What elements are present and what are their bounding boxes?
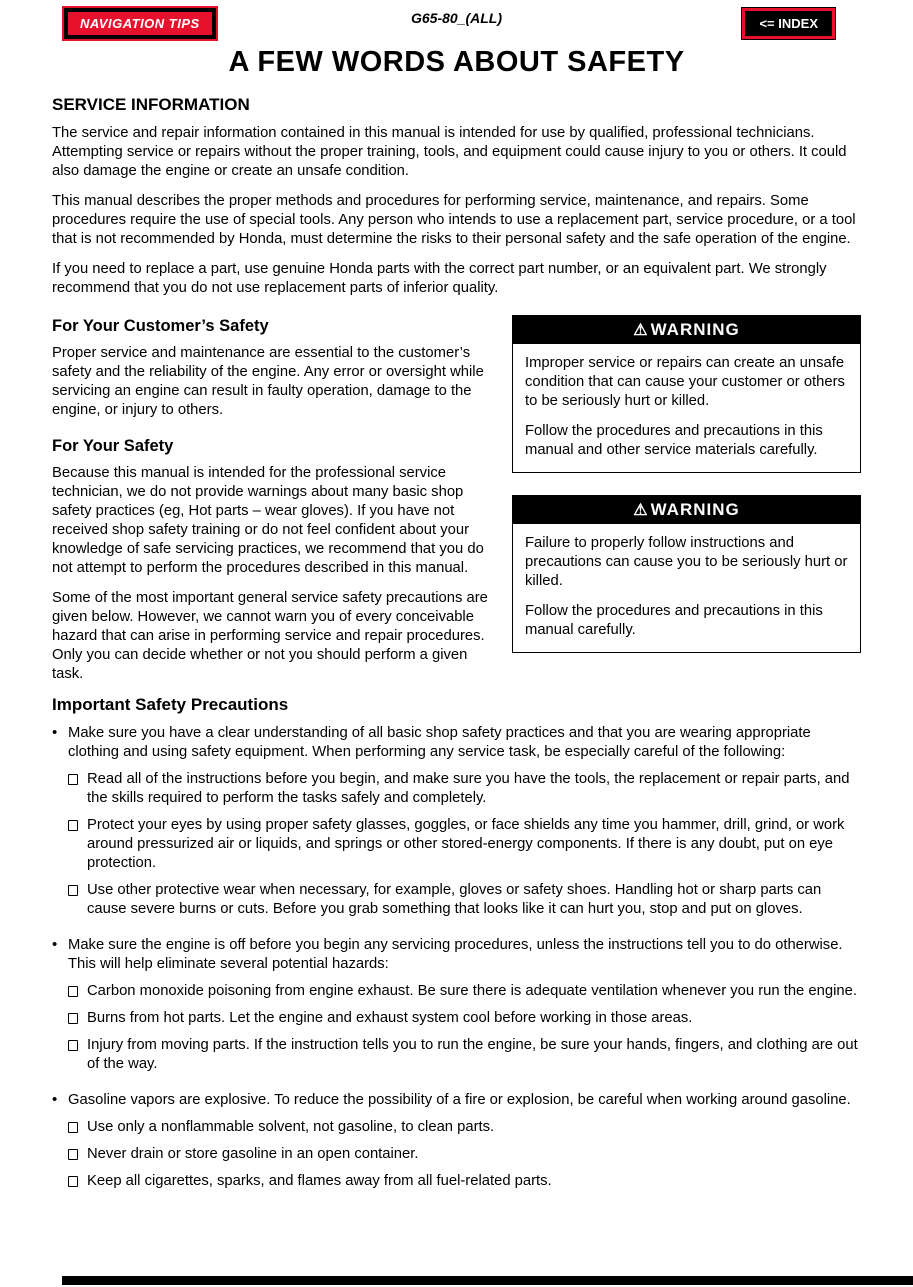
navigation-tips-button[interactable]: NAVIGATION TIPS bbox=[64, 8, 216, 39]
checkbox-icon bbox=[68, 986, 78, 997]
precaution-subtext: Read all of the instructions before you begin, and make sure you have the tools, the replacement or repair parts, and the skills required to perform the tasks safely and completely. bbox=[87, 771, 850, 806]
checkbox-icon bbox=[68, 1122, 78, 1133]
precaution-subtext: Injury from moving parts. If the instruction tells you to run the engine, be sure your hands, fingers, and clothing are out of the way. bbox=[87, 1037, 858, 1072]
sub-list-item bbox=[68, 1009, 861, 1028]
warning-triangle-icon: ⚠ bbox=[633, 322, 649, 339]
precaution-subtext: Use other protective wear when necessary, for example, gloves or safety shoes. Handling hot or sharp parts can cause severe burns or cuts. Before you grab something that looks like it can hurt you, stop and put on gloves. bbox=[87, 882, 822, 917]
checkbox-icon bbox=[68, 1176, 78, 1187]
checkbox-icon bbox=[68, 774, 78, 785]
warning-boxes-column bbox=[512, 315, 861, 695]
sub-list-item bbox=[68, 816, 861, 873]
service-information-paragraph: This manual describes the proper methods and procedures for performing service, maintenance, and repairs. Some procedures require the use of special tools. Any person who intends to use a replacement part, service procedure, or a tool that is not recommended by Honda, must determine the risks to their personal safety and the safe operation of the engine. bbox=[52, 193, 856, 247]
checkbox-icon bbox=[68, 820, 78, 831]
list-item bbox=[52, 1091, 861, 1199]
precaution-text: Make sure the engine is off before you begin any servicing procedures, unless the instructions tell you to do otherwise. This will help eliminate several potential hazards: bbox=[68, 937, 843, 972]
warning-box bbox=[512, 315, 861, 473]
warning-body bbox=[513, 344, 860, 472]
your-safety-heading: For Your Safety bbox=[52, 437, 174, 455]
page-title: A FEW WORDS ABOUT SAFETY bbox=[228, 46, 685, 78]
precaution-subtext: Keep all cigarettes, sparks, and flames away from all fuel-related parts. bbox=[87, 1173, 552, 1189]
sub-list-item bbox=[68, 881, 861, 919]
two-column-section bbox=[52, 315, 861, 695]
warning-triangle-icon: ⚠ bbox=[633, 502, 649, 519]
precaution-text: Gasoline vapors are explosive. To reduce the possibility of a fire or explosion, be careful when working around gasoline. bbox=[68, 1092, 851, 1108]
warning-body bbox=[513, 524, 860, 652]
checkbox-icon bbox=[68, 1149, 78, 1160]
list-item bbox=[52, 724, 861, 927]
sub-list-item bbox=[68, 1145, 861, 1164]
bullet-icon bbox=[52, 1091, 68, 1199]
precaution-subtext: Use only a nonflammable solvent, not gasoline, to clean parts. bbox=[87, 1119, 495, 1135]
precaution-subtext: Protect your eyes by using proper safety glasses, goggles, or face shields any time you hammer, drill, grind, or work around pressurized air or liquids, and springs or other stored-energy components. If there is any doubt, put on eye protection. bbox=[87, 817, 845, 871]
bullet-icon bbox=[52, 724, 68, 927]
checkbox-icon bbox=[68, 885, 78, 896]
your-safety-paragraph: Some of the most important general service safety precautions are given below. However, we cannot warn you of every conceivable hazard that can arise in performing service and repair procedures. Only you can decide whether or not you should perform a given task. bbox=[52, 590, 488, 682]
warning-text: Follow the procedures and precautions in this manual carefully. bbox=[525, 603, 823, 638]
warning-text: Follow the procedures and precautions in this manual and other service materials carefully. bbox=[525, 423, 823, 458]
precaution-text: Make sure you have a clear understanding of all basic shop safety practices and that you are wearing appropriate clothing and using safety equipment. When performing any service task, be especially careful of the following: bbox=[68, 725, 811, 760]
warning-box bbox=[512, 495, 861, 653]
sub-list-item bbox=[68, 1118, 861, 1137]
customer-safety-heading: For Your Customer’s Safety bbox=[52, 317, 269, 335]
warning-header bbox=[513, 496, 860, 524]
service-information-paragraph: If you need to replace a part, use genuine Honda parts with the correct part number, or an equivalent part. We strongly recommend that you do not use replacement parts of inferior quality. bbox=[52, 261, 827, 296]
bullet-icon bbox=[52, 936, 68, 1082]
service-information-heading: SERVICE INFORMATION bbox=[52, 95, 250, 114]
checkbox-icon bbox=[68, 1013, 78, 1024]
warning-header bbox=[513, 316, 860, 344]
index-button[interactable]: <= INDEX bbox=[742, 8, 835, 39]
page-footer-bar bbox=[62, 1276, 913, 1285]
warning-text: Improper service or repairs can create an unsafe condition that can cause your customer or others to be seriously hurt or killed. bbox=[525, 355, 845, 409]
sub-list-item bbox=[68, 770, 861, 808]
sub-list-item bbox=[68, 1172, 861, 1191]
checkbox-icon bbox=[68, 1040, 78, 1051]
sub-list-item bbox=[68, 982, 861, 1001]
your-safety-paragraph: Because this manual is intended for the professional service technician, we do not provide warnings about many basic shop safety practices (eg, Hot parts – wear gloves). If you have not received shop safety training or do not feel confident about your knowledge of safe servicing practices, we recommend that you do not attempt to perform the procedures described in this manual. bbox=[52, 465, 484, 576]
top-bar bbox=[0, 0, 913, 44]
safety-text-column bbox=[52, 315, 492, 695]
warning-text: Failure to properly follow instructions and precautions can cause you to be seriously hurt or killed. bbox=[525, 535, 848, 589]
document-code: G65-80_(ALL) bbox=[410, 10, 503, 26]
warning-title: WARNING bbox=[650, 320, 740, 339]
precaution-subtext: Never drain or store gasoline in an open container. bbox=[87, 1146, 419, 1162]
sub-list-item bbox=[68, 1036, 861, 1074]
precaution-subtext: Carbon monoxide poisoning from engine exhaust. Be sure there is adequate ventilation whenever you run the engine. bbox=[87, 983, 857, 999]
list-item bbox=[52, 936, 861, 1082]
precautions-heading: Important Safety Precautions bbox=[52, 695, 289, 714]
service-information-paragraph: The service and repair information contained in this manual is intended for use by qualified, professional technicians. Attempting service or repairs without the proper training, tools, and equipment could cause injury to you or others. It could also damage the engine or create an unsafe condition. bbox=[52, 125, 847, 179]
customer-safety-paragraph: Proper service and maintenance are essential to the customer’s safety and the reliability of the engine. Any error or oversight while servicing an engine can result in faulty operation, damage to the engine, or injury to others. bbox=[52, 345, 484, 418]
warning-title: WARNING bbox=[650, 500, 740, 519]
precaution-subtext: Burns from hot parts. Let the engine and exhaust system cool before working in those areas. bbox=[87, 1010, 693, 1026]
